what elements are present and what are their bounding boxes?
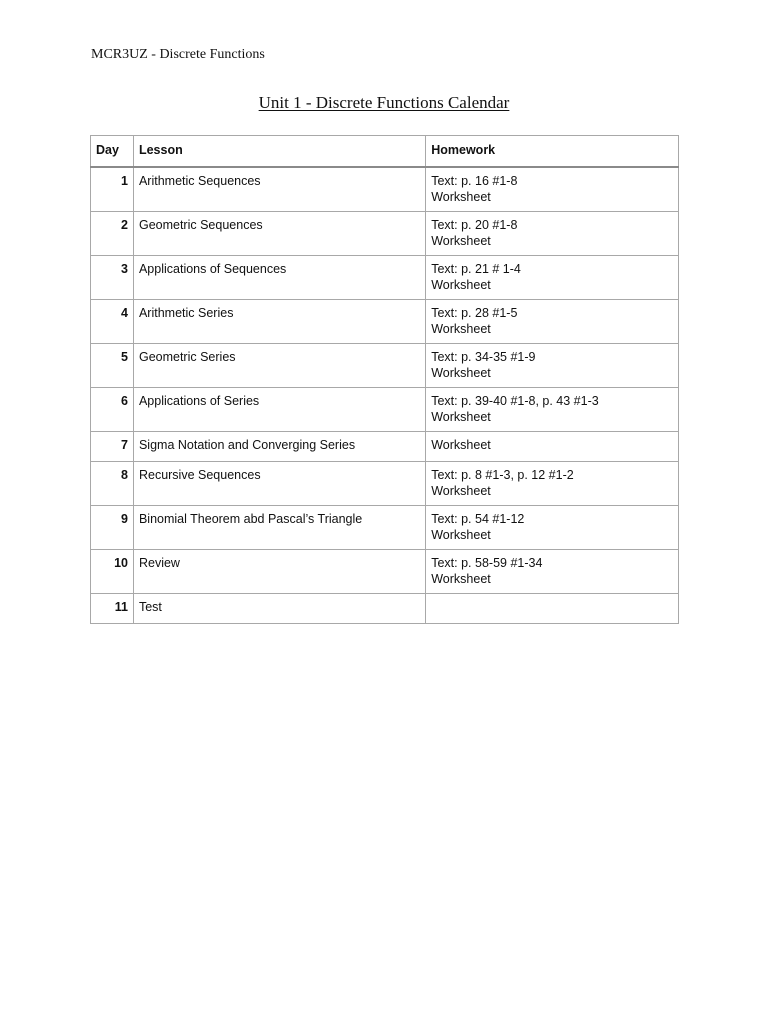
homework-line: Worksheet xyxy=(431,410,491,424)
homework-line: Text: p. 8 #1-3, p. 12 #1-2 xyxy=(431,468,574,482)
day-cell: 2 xyxy=(91,212,134,256)
homework-line: Worksheet xyxy=(431,278,491,292)
homework-line: Worksheet xyxy=(431,322,491,336)
table-row xyxy=(91,506,679,550)
table-row xyxy=(91,388,679,432)
homework-line: Worksheet xyxy=(431,366,491,380)
calendar-table xyxy=(90,135,679,624)
lesson-cell: Test xyxy=(133,594,425,624)
homework-cell xyxy=(426,550,679,594)
table-row xyxy=(91,167,679,212)
homework-line: Text: p. 54 #1-12 xyxy=(431,512,525,526)
page-title xyxy=(0,92,768,114)
homework-line: Text: p. 21 # 1-4 xyxy=(431,262,521,276)
course-header: MCR3UZ - Discrete Functions xyxy=(91,47,265,62)
homework-cell xyxy=(426,506,679,550)
lesson-cell: Applications of Sequences xyxy=(133,256,425,300)
homework-line: Text: p. 34-35 #1-9 xyxy=(431,350,536,364)
lesson-cell: Arithmetic Series xyxy=(133,300,425,344)
homework-line: Text: p. 16 #1-8 xyxy=(431,174,518,188)
table-row xyxy=(91,432,679,462)
day-cell: 7 xyxy=(91,432,134,462)
homework-line: Text: p. 28 #1-5 xyxy=(431,306,518,320)
table-row xyxy=(91,212,679,256)
homework-cell xyxy=(426,432,679,462)
day-cell: 3 xyxy=(91,256,134,300)
homework-line: Worksheet xyxy=(431,234,491,248)
lesson-cell: Binomial Theorem abd Pascal’s Triangle xyxy=(133,506,425,550)
homework-line: Worksheet xyxy=(431,190,491,204)
homework-line: Text: p. 39-40 #1-8, p. 43 #1-3 xyxy=(431,394,599,408)
day-cell: 5 xyxy=(91,344,134,388)
homework-line: Text: p. 58-59 #1-34 xyxy=(431,556,543,570)
homework-cell xyxy=(426,388,679,432)
homework-cell xyxy=(426,212,679,256)
lesson-cell: Arithmetic Sequences xyxy=(133,167,425,212)
page-title-text: Unit 1 - Discrete Functions Calendar xyxy=(258,93,510,112)
homework-line: Worksheet xyxy=(431,484,491,498)
day-cell: 10 xyxy=(91,550,134,594)
table-row xyxy=(91,462,679,506)
table-row xyxy=(91,256,679,300)
lesson-cell: Geometric Sequences xyxy=(133,212,425,256)
day-cell: 9 xyxy=(91,506,134,550)
column-header-lesson: Lesson xyxy=(133,136,425,168)
homework-line: Text: p. 20 #1-8 xyxy=(431,218,518,232)
homework-line: Worksheet xyxy=(431,528,491,542)
table-row xyxy=(91,300,679,344)
lesson-cell: Applications of Series xyxy=(133,388,425,432)
lesson-cell: Sigma Notation and Converging Series xyxy=(133,432,425,462)
homework-cell xyxy=(426,300,679,344)
homework-line: Worksheet xyxy=(431,438,491,452)
homework-cell xyxy=(426,594,679,624)
table-header-row xyxy=(91,136,679,168)
day-cell: 6 xyxy=(91,388,134,432)
table-row xyxy=(91,344,679,388)
column-header-homework: Homework xyxy=(426,136,679,168)
homework-cell xyxy=(426,344,679,388)
table-row xyxy=(91,594,679,624)
column-header-day: Day xyxy=(91,136,134,168)
lesson-cell: Review xyxy=(133,550,425,594)
day-cell: 1 xyxy=(91,167,134,212)
table-row xyxy=(91,550,679,594)
homework-cell xyxy=(426,462,679,506)
lesson-cell: Recursive Sequences xyxy=(133,462,425,506)
lesson-cell: Geometric Series xyxy=(133,344,425,388)
homework-cell xyxy=(426,256,679,300)
homework-cell xyxy=(426,167,679,212)
day-cell: 11 xyxy=(91,594,134,624)
homework-line: Worksheet xyxy=(431,572,491,586)
day-cell: 4 xyxy=(91,300,134,344)
day-cell: 8 xyxy=(91,462,134,506)
